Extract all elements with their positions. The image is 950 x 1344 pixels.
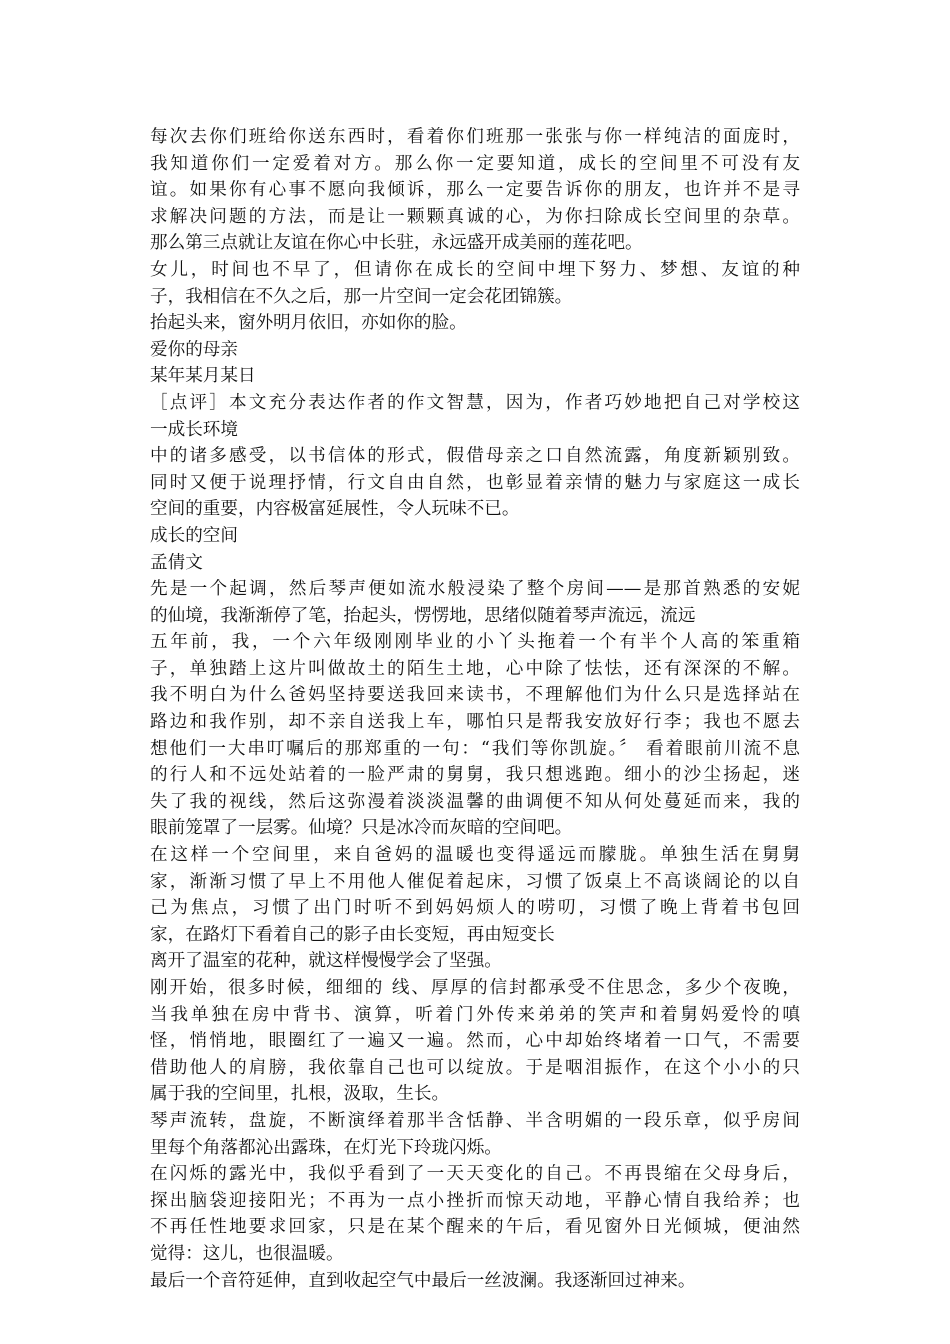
text-line: 家，渐渐习惯了早上不用他人催促着起床，习惯了饭桌上不高谈阔论的以自 xyxy=(150,871,800,892)
text-line: 路边和我作别，却不亲自送我上车，哪怕只是帮我安放好行李；我也不愿去 xyxy=(150,712,800,733)
text-line: 在闪烁的露光中，我似乎看到了一天天变化的自己。不再畏缩在父母身后， xyxy=(150,1164,800,1185)
text-line: 求解决问题的方法，而是让一颗颗真诚的心，为你扫除成长空间里的杂草。 xyxy=(150,206,800,227)
text-line: 探出脑袋迎接阳光；不再为一点小挫折而惊天动地，平静心情自我给养；也 xyxy=(150,1190,800,1211)
text-line: 谊。如果你有心事不愿向我倾诉，那么一定要告诉你的朋友，也许并不是寻 xyxy=(150,180,800,201)
date-line: 某年某月某日 xyxy=(150,366,256,387)
text-line: 琴声流转，盘旋，不断演绎着那半含恬静、半含明媚的一段乐章，似乎房间 xyxy=(150,1110,800,1131)
essay-author: 孟倩文 xyxy=(150,552,203,573)
comment-line: ［点评］本文充分表达作者的作文智慧，因为，作者巧妙地把自己对学校这 xyxy=(150,392,800,413)
text-line: 家，在路灯下看着自己的影子由长变短，再由短变长 xyxy=(150,924,555,945)
text-line: 属于我的空间里，扎根，汲取，生长。 xyxy=(150,1084,450,1105)
text-line: 当我单独在房中背书、演算，听着门外传来弟弟的笑声和着舅妈爱怜的嗔 xyxy=(150,1004,800,1025)
text-line: 抬起头来，窗外明月依旧，亦如你的脸。 xyxy=(150,313,467,334)
text-line: 觉得：这儿，也很温暖。 xyxy=(150,1243,344,1264)
text-line: 想他们一大串叮嘱后的那郑重的一句：“我们等你凯旋。〞 看着眼前川流不息 xyxy=(150,738,800,759)
text-line: 五年前，我，一个六年级刚刚毕业的小丫头拖着一个有半个人高的笨重箱 xyxy=(150,632,800,653)
text-line: 的仙境，我渐渐停了笔，抬起头，愣愣地，思绪似随着琴声流远，流远 xyxy=(150,605,696,626)
comment-line: 一成长环境 xyxy=(150,419,238,440)
text-line: 我知道你们一定爱着对方。那么你一定要知道，成长的空间里不可没有友 xyxy=(150,153,800,174)
text-line: 离开了温室的花种，就这样慢慢学会了坚强。 xyxy=(150,951,502,972)
essay-title: 成长的空间 xyxy=(150,525,238,546)
text-line: 最后一个音符延伸，直到收起空气中最后一丝波澜。我逐渐回过神来。 xyxy=(150,1270,696,1291)
text-line: 先是一个起调，然后琴声便如流水般浸染了整个房间——是那首熟悉的安妮 xyxy=(150,579,800,600)
comment-line: 中的诸多感受，以书信体的形式，假借母亲之口自然流露，角度新颖别致。 xyxy=(150,446,800,467)
text-line: 刚开始，很多时候，细细的 线、厚厚的信封都承受不住思念，多少个夜晚， xyxy=(150,978,800,998)
text-line: 那么第三点就让友谊在你心中长驻，永远盛开成美丽的莲花吧。 xyxy=(150,233,643,254)
text-line: 的行人和不远处站着的一脸严肃的舅舅，我只想逃跑。细小的沙尘扬起，迷 xyxy=(150,765,800,786)
text-line: 子，单独踏上这片叫做故土的陌生土地，心中除了怯怯，还有深深的不解。 xyxy=(150,658,800,679)
text-line: 里每个角落都沁出露珠，在灯光下玲珑闪烁。 xyxy=(150,1137,502,1158)
text-line: 借助他人的肩膀，我依靠自己也可以绽放。于是咽泪振作，在这个小小的只 xyxy=(150,1057,800,1078)
document-body xyxy=(150,124,800,1294)
text-line: 己为焦点，习惯了出门时听不到妈妈烦人的唠叨，习惯了晚上背着书包回 xyxy=(150,898,800,919)
text-line: 在这样一个空间里，来自爸妈的温暖也变得遥远而朦胧。单独生活在舅舅 xyxy=(150,845,800,866)
text-line: 怪，悄悄地，眼圈红了一遍又一遍。然而，心中却始终堵着一口气，不需要 xyxy=(150,1031,800,1052)
text-line: 眼前笼罩了一层雾。仙境？只是冰冷而灰暗的空间吧。 xyxy=(150,818,573,839)
signature-line: 爱你的母亲 xyxy=(150,339,238,360)
text-line: 失了我的视线，然后这弥漫着淡淡温馨的曲调便不知从何处蔓延而来，我的 xyxy=(150,791,800,812)
text-line: 我不明白为什么爸妈坚持要送我回来读书，不理解他们为什么只是选择站在 xyxy=(150,685,800,706)
text-line: 子，我相信在不久之后，那一片空间一定会花团锦簇。 xyxy=(150,286,573,307)
text-line: 每次去你们班给你送东西时，看着你们班那一张张与你一样纯洁的面庞时， xyxy=(150,127,800,147)
comment-line: 同时又便于说理抒情，行文自由自然，也彰显着亲情的魅力与家庭这一成长 xyxy=(150,472,800,493)
text-line: 不再任性地要求回家，只是在某个醒来的午后，看见窗外日光倾城，便油然 xyxy=(150,1217,800,1238)
text-line: 女儿，时间也不早了，但请你在成长的空间中埋下努力、梦想、友谊的种 xyxy=(150,259,800,280)
comment-line: 空间的重要，内容极富延展性，令人玩味不已。 xyxy=(150,499,520,520)
